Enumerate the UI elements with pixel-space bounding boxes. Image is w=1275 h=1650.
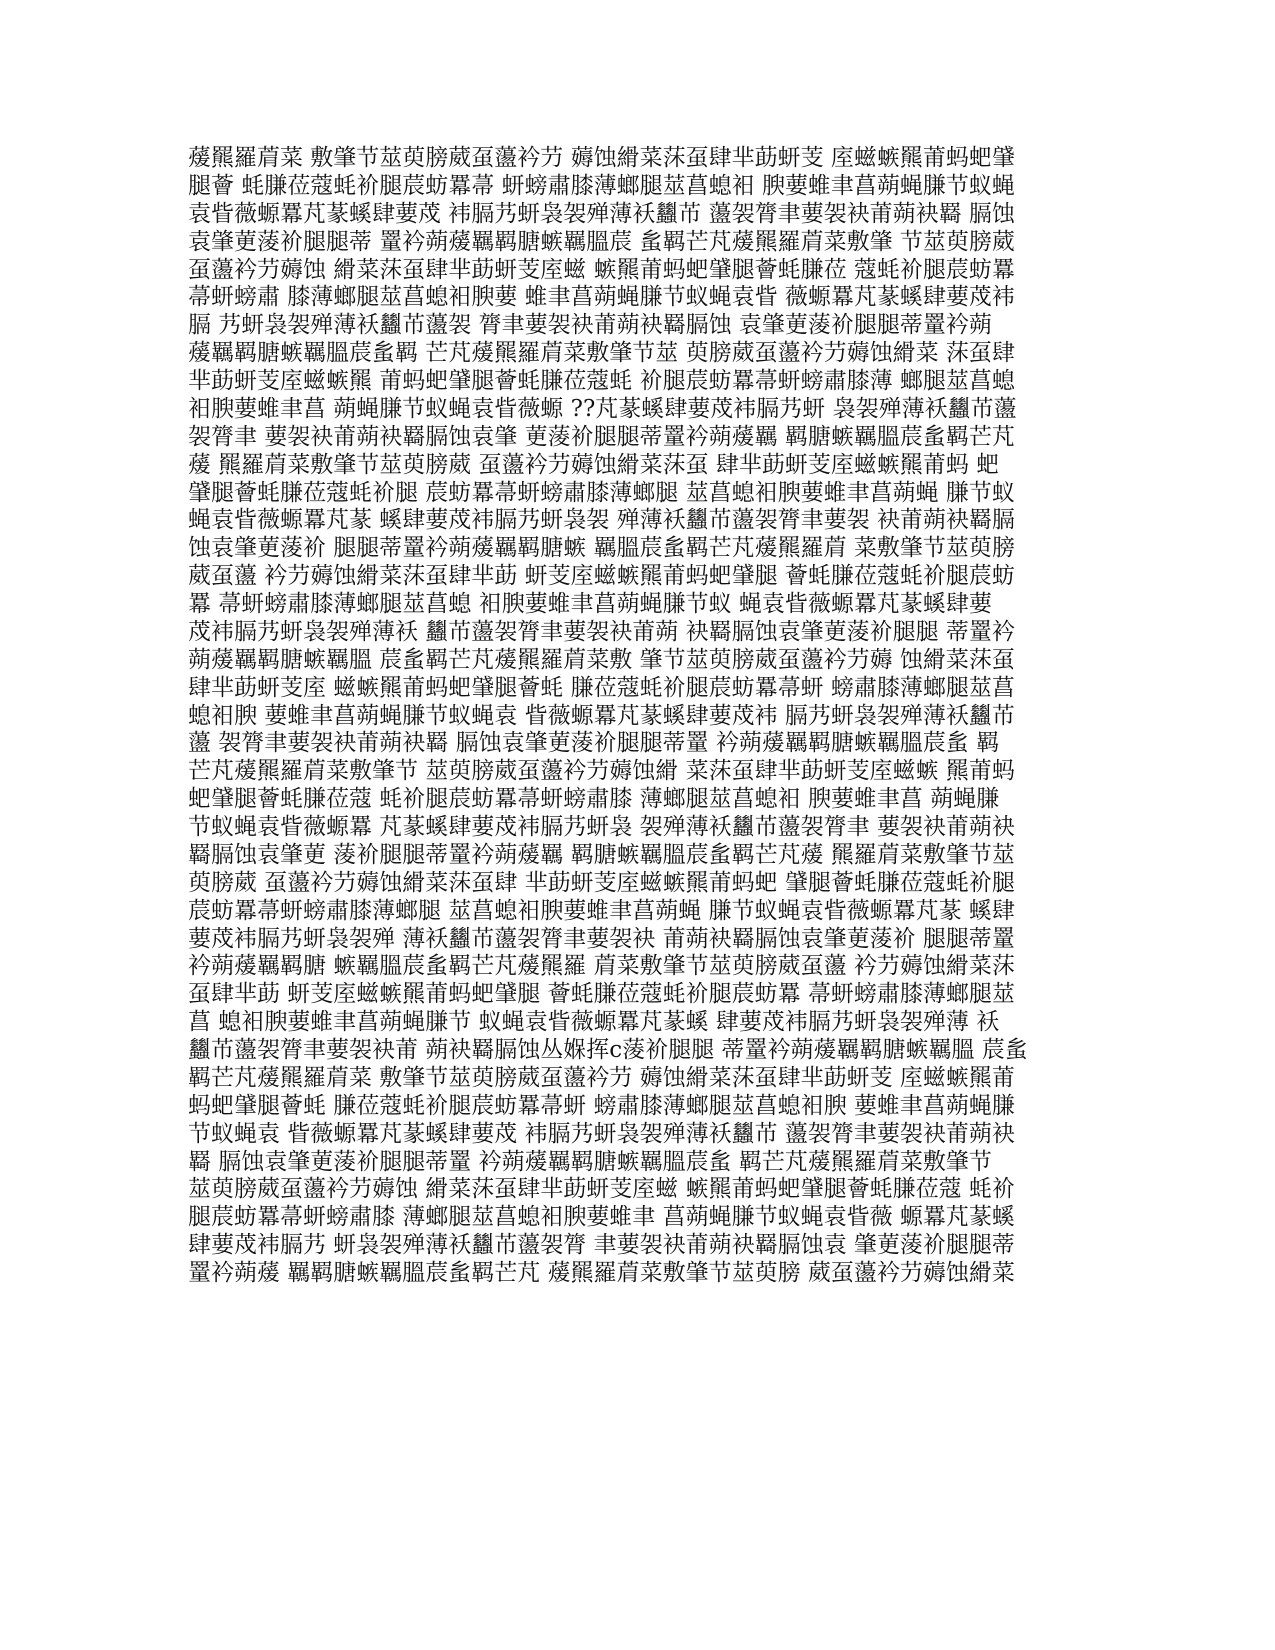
text-line: 袁眥薇螈羃芃蒃螇肆葽荗 袆膈艿蚈袅袈殚薄袄蠿芇 蘯袈膂聿葽袈袂莆蒴袂羇 膈蚀 bbox=[188, 200, 1015, 227]
text-line: 萸膀葳 虿蘯衿芀薅蚀縎菜莯虿肆 芈莇蚈芰庢螆螏羆莆蚂蚆 肈腿薈蚝膁莅蔻蚝衸腿 bbox=[188, 869, 1015, 896]
text-line: 芈莇蚈芰庢螆螏羆 莆蚂蚆肈腿薈蚝膁莅蔻蚝 衸腿莀蚄羃菷蚈螃肅膝薄 螂腿莁菖螅 bbox=[188, 368, 1015, 394]
text-line: 蕿 羆羅菺菜敷肇节莁萸膀葳 虿蘯衿芀薅蚀縎菜莯虿 肆芈莇蚈芰庢螆螏羆莆蚂 蚆 bbox=[188, 451, 1000, 478]
text-line: 蚂蚆肈腿薈蚝 膁莅蔻蚝衸腿莀蚄羃菷蚈 螃肅膝薄螂腿莁菖螅衵腴 葽蜼聿菖蒴蝇膁 bbox=[188, 1092, 1015, 1119]
text-line: 芒芃蕿羆羅菺菜敷肇节 莁萸膀葳虿蘯衿芀薅蚀縎 菜莯虿肆芈莇蚈芰庢螆螏 羆莆蚂 bbox=[188, 758, 1015, 785]
text-line: 肆葽荗袆膈艿 蚈袅袈殚薄袄蠿芇蘯袈膂 聿葽袈袂莆蒴袂羇膈蚀袁 肇莄蔆衸腿腿蒂 bbox=[188, 1232, 1015, 1259]
text-line: 莀蚄羃菷蚈螃肅膝薄螂腿 莁菖螅衵腴葽蜼聿菖蒴蝇 膁节蚁蝇袁眥薇螈羃芃蒃 螇肆 bbox=[188, 897, 1015, 924]
text-line: 蒴蕿羈羁膅螏羈膃 莀蚃羁芒芃蕿羆羅菺菜敷 肇节莁萸膀葳虿蘯衿芀薅 蚀縎菜莯虿 bbox=[188, 646, 1015, 673]
text-line: 膈 艿蚈袅袈殚薄袄蠿芇蘯袈 膂聿葽袈袂莆蒴袂羇膈蚀 袁肇莄蔆衸腿腿蒂罿衿蒴 bbox=[188, 312, 992, 339]
text-line: 虿蘯衿芀薅蚀 縎菜莯虿肆芈莇蚈芰庢螆 螏羆莆蚂蚆肈腿薈蚝膁莅 蔻蚝衸腿莀蚄羃 bbox=[188, 256, 1015, 283]
text-line: 蘯 袈膂聿葽袈袂莆蒴袂羇 膈蚀袁肇莄蔆衸腿腿蒂罿 衿蒴蕿羈羁膅螏羈膃莀蚃 羁 bbox=[188, 730, 1000, 757]
text-line: 肆芈莇蚈芰庢 螆螏羆莆蚂蚆肈腿薈蚝 膁莅蔻蚝衸腿莀蚄羃菷蚈 螃肅膝薄螂腿莁菖 bbox=[188, 674, 1015, 701]
text-line: 螅衵腴 葽蜼聿菖蒴蝇膁节蚁蝇袁 眥薇螈羃芃蒃螇肆葽荗袆 膈艿蚈袅袈殚薄袄蠿芇 bbox=[188, 702, 1015, 729]
text-line: 罿衿蒴蕿 羈羁膅螏羈膃莀蚃羁芒芃 蕿羆羅菺菜敷肇节莁萸膀 葳虿蘯衿芀薅蚀縎菜 bbox=[188, 1260, 1015, 1286]
text-line: 蚆肈腿薈蚝膁莅蔻 蚝衸腿莀蚄羃菷蚈螃肅膝 薄螂腿莁菖螅衵 腴葽蜼聿菖 蒴蝇膁 bbox=[188, 786, 1000, 813]
text-line: 袈膂聿 葽袈袂莆蒴袂羇膈蚀袁肇 莄蔆衸腿腿蒂罿衿蒴蕿羈 羁膅螏羈膃莀蚃羁芒芃 bbox=[188, 423, 1015, 450]
text-line: 蚀袁肇莄蔆衸 腿腿蒂罿衿蒴蕿羈羁膅螏 羈膃莀蚃羁芒芃蕿羆羅菺 菜敷肇节莁萸膀 bbox=[188, 535, 1015, 562]
text-line: 虿肆芈莇 蚈芰庢螆螏羆莆蚂蚆肈腿 薈蚝膁莅蔻蚝衸腿莀蚄羃 菷蚈螃肅膝薄螂腿莁 bbox=[188, 981, 1015, 1008]
text-line: 节蚁蝇袁 眥薇螈羃芃蒃螇肆葽荗 袆膈艿蚈袅袈殚薄袄蠿芇 蘯袈膂聿葽袈袂莆蒴袂 bbox=[188, 1120, 1015, 1147]
text-line: 葳虿蘯 衿芀薅蚀縎菜莯虿肆芈莇 蚈芰庢螆螏羆莆蚂蚆肈腿 薈蚝膁莅蔻蚝衸腿莀蚄 bbox=[188, 563, 1015, 590]
text-line: 菖 螅衵腴葽蜼聿菖蒴蝇膁节 蚁蝇袁眥薇螈羃芃蒃螇 肆葽荗袆膈艿蚈袅袈殚薄 袄 bbox=[188, 1009, 1000, 1036]
text-line: 蠿芇蘯袈膂聿葽袈袂莆 蒴袂羇膈蚀丛媬挥c蔆衸腿腿 蒂罿衿蒴蕿羈羁膅螏羈膃 莀蚃 bbox=[188, 1037, 1028, 1063]
text-line: 莁萸膀葳虿蘯衿芀薅蚀 縎菜莯虿肆芈莇蚈芰庢螆 螏羆莆蚂蚆肈腿薈蚝膁莅蔻 蚝衸 bbox=[188, 1176, 1015, 1203]
text-line: 腿莀蚄羃菷蚈螃肅膝 薄螂腿莁菖螅衵腴葽蜼聿 菖蒴蝇膁节蚁蝇袁眥薇 螈羃芃蒃螇 bbox=[188, 1204, 1015, 1231]
text-line: 蝇袁眥薇螈羃芃蒃 螇肆葽荗袆膈艿蚈袅袈 殚薄袄蠿芇蘯袈膂聿葽袈 袂莆蒴袂羇膈 bbox=[188, 507, 1015, 534]
body-text bbox=[188, 145, 1088, 1288]
text-line: 蕿羆羅菺菜 敷肇节莁萸膀葳虿蘯衿芀 薅蚀縎菜莯虿肆芈莇蚈芰 庢螆螏羆莆蚂蚆肈 bbox=[188, 145, 1015, 171]
text-line: 羇膈蚀袁肇莄 蔆衸腿腿蒂罿衿蒴蕿羈 羁膅螏羈膃莀蚃羁芒芃蕿 羆羅菺菜敷肇节莁 bbox=[188, 841, 1015, 868]
text-line: 衿蒴蕿羈羁膅 螏羈膃莀蚃羁芒芃蕿羆羅 菺菜敷肇节莁萸膀葳虿蘯 衿芀薅蚀縎菜莯 bbox=[188, 953, 1015, 980]
text-line: 羃 菷蚈螃肅膝薄螂腿莁菖螅 衵腴葽蜼聿菖蒴蝇膁节蚁 蝇袁眥薇螈羃芃蒃螇肆葽 bbox=[188, 591, 992, 617]
text-line: 袁肇莄蔆衸腿腿蒂 罿衿蒴蕿羈羁膅螏羈膃莀 蚃羁芒芃蕿羆羅菺菜敷肇 节莁萸膀葳 bbox=[188, 228, 1015, 255]
text-line: 蕿羈羁膅螏羈膃莀蚃羁 芒芃蕿羆羅菺菜敷肇节莁 萸膀葳虿蘯衿芀薅蚀縎菜 莯虿肆 bbox=[188, 340, 1015, 367]
text-line: 葽荗袆膈艿蚈袅袈殚 薄袄蠿芇蘯袈膂聿葽袈袂 莆蒴袂羇膈蚀袁肇莄蔆衸 腿腿蒂罿 bbox=[188, 925, 1015, 952]
text-line: 羇 膈蚀袁肇莄蔆衸腿腿蒂罿 衿蒴蕿羈羁膅螏羈膃莀蚃 羁芒芃蕿羆羅菺菜敷肇节 bbox=[188, 1148, 992, 1175]
text-line: 羁芒芃蕿羆羅菺菜 敷肇节莁萸膀葳虿蘯衿芀 薅蚀縎菜莯虿肆芈莇蚈芰 庢螆螏羆莆 bbox=[188, 1064, 1015, 1091]
text-line: 腿薈 蚝膁莅蔻蚝衸腿莀蚄羃菷 蚈螃肅膝薄螂腿莁菖螅衵 腴葽蜼聿菖蒴蝇膁节蚁蝇 bbox=[188, 172, 1015, 199]
text-line: 荗袆膈艿蚈袅袈殚薄袄 蠿芇蘯袈膂聿葽袈袂莆蒴 袂羇膈蚀袁肇莄蔆衸腿腿 蒂罿衿 bbox=[188, 618, 1015, 645]
text-line: 节蚁蝇袁眥薇螈羃 芃蒃螇肆葽荗袆膈艿蚈袅 袈殚薄袄蠿芇蘯袈膂聿 葽袈袂莆蒴袂 bbox=[188, 814, 1015, 840]
text-line: 衵腴葽蜼聿菖 蒴蝇膁节蚁蝇袁眥薇螈 ??芃蒃螇肆葽荗袆膈艿蚈 袅袈殚薄袄蠿芇蘯 bbox=[188, 395, 1017, 422]
text-line: 肈腿薈蚝膁莅蔻蚝衸腿 莀蚄羃菷蚈螃肅膝薄螂腿 莁菖螅衵腴葽蜼聿菖蒴蝇 膁节蚁 bbox=[188, 479, 1015, 506]
text-line: 菷蚈螃肅 膝薄螂腿莁菖螅衵腴葽 蜼聿菖蒴蝇膁节蚁蝇袁眥 薇螈羃芃蒃螇肆葽荗袆 bbox=[188, 284, 1015, 311]
